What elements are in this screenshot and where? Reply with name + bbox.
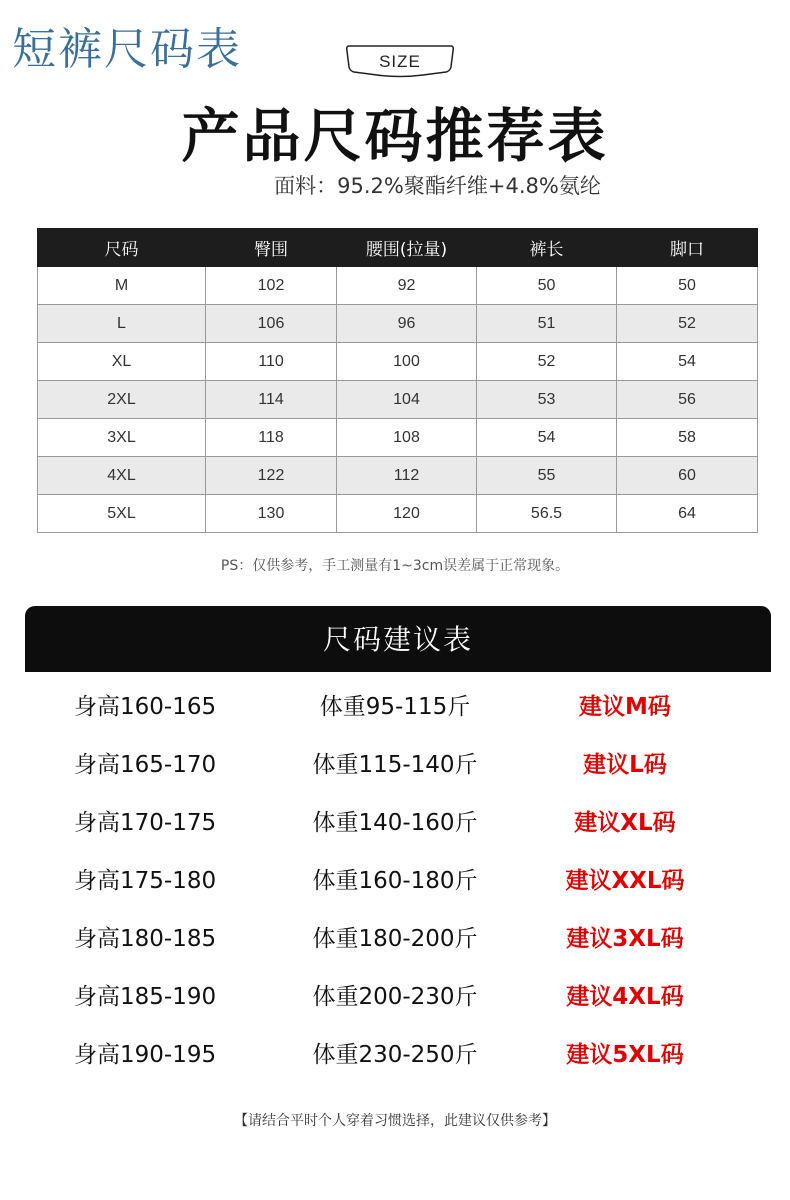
main-title: 产品尺码推荐表 — [181, 102, 609, 170]
header-leg-opening: 脚口 — [617, 229, 758, 267]
height-range: 身高180-185 — [74, 926, 217, 952]
cell-length: 50 — [477, 267, 617, 305]
header-waist: 腰围(拉量) — [337, 229, 477, 267]
table-row — [38, 267, 758, 305]
size-recommendation: 建议L码 — [583, 752, 667, 778]
size-recommendation: 建议XL码 — [574, 810, 676, 836]
cell-size: M — [38, 267, 206, 305]
table-row — [38, 305, 758, 343]
height-range: 身高190-195 — [74, 1042, 217, 1068]
height-range: 身高185-190 — [74, 984, 217, 1010]
cell-length: 53 — [477, 381, 617, 419]
page-corner-title: 短裤尺码表 — [12, 24, 242, 75]
cell-leg-opening: 58 — [617, 419, 758, 457]
cell-hip: 102 — [206, 267, 337, 305]
cell-leg-opening: 60 — [617, 457, 758, 495]
cell-size: XL — [38, 343, 206, 381]
weight-range: 体重115-140斤 — [312, 752, 478, 778]
measurement-note: PS：仅供参考，手工测量有1~3cm误差属于正常现象。 — [220, 558, 570, 574]
cell-hip: 114 — [206, 381, 337, 419]
list-item — [0, 678, 790, 736]
cell-leg-opening: 52 — [617, 305, 758, 343]
cell-leg-opening: 50 — [617, 267, 758, 305]
cell-length: 51 — [477, 305, 617, 343]
cell-hip: 110 — [206, 343, 337, 381]
list-item — [0, 968, 790, 1026]
size-recommendation: 建议5XL码 — [566, 1042, 684, 1068]
cell-waist: 100 — [337, 343, 477, 381]
list-item — [0, 852, 790, 910]
cell-length: 54 — [477, 419, 617, 457]
cell-size: 3XL — [38, 419, 206, 457]
cell-length: 55 — [477, 457, 617, 495]
cell-waist: 96 — [337, 305, 477, 343]
height-range: 身高170-175 — [74, 810, 217, 836]
size-table-header-row — [38, 229, 758, 267]
table-row — [38, 457, 758, 495]
size-recommendation: 建议XXL码 — [565, 868, 685, 894]
cell-length: 52 — [477, 343, 617, 381]
table-row — [38, 343, 758, 381]
table-row — [38, 381, 758, 419]
cell-size: 4XL — [38, 457, 206, 495]
list-item — [0, 794, 790, 852]
list-item — [0, 1026, 790, 1084]
cell-waist: 120 — [337, 495, 477, 533]
weight-range: 体重200-230斤 — [312, 984, 478, 1010]
size-table — [37, 228, 758, 533]
height-range: 身高165-170 — [74, 752, 217, 778]
table-row — [38, 419, 758, 457]
cell-length: 56.5 — [477, 495, 617, 533]
weight-range: 体重95-115斤 — [319, 694, 471, 720]
header-length: 裤长 — [477, 229, 617, 267]
cell-hip: 106 — [206, 305, 337, 343]
weight-range: 体重230-250斤 — [312, 1042, 478, 1068]
size-recommendation: 建议3XL码 — [566, 926, 684, 952]
list-item — [0, 910, 790, 968]
cell-hip: 118 — [206, 419, 337, 457]
cell-waist: 104 — [337, 381, 477, 419]
cell-waist: 112 — [337, 457, 477, 495]
cell-size: L — [38, 305, 206, 343]
list-item — [0, 736, 790, 794]
weight-range: 体重140-160斤 — [312, 810, 478, 836]
cell-leg-opening: 64 — [617, 495, 758, 533]
height-range: 身高160-165 — [74, 694, 217, 720]
header-size: 尺码 — [38, 229, 206, 267]
height-range: 身高175-180 — [74, 868, 217, 894]
header-hip: 臀围 — [206, 229, 337, 267]
bottom-note: 【请结合平时个人穿着习惯选择，此建议仅供参考】 — [234, 1113, 556, 1129]
suggest-section-title: 尺码建议表 — [25, 606, 771, 672]
cell-hip: 122 — [206, 457, 337, 495]
size-badge — [343, 42, 457, 78]
suggest-list — [0, 678, 790, 1084]
size-badge-label: SIZE — [379, 52, 421, 71]
size-recommendation: 建议4XL码 — [566, 984, 684, 1010]
weight-range: 体重160-180斤 — [312, 868, 478, 894]
cell-hip: 130 — [206, 495, 337, 533]
cell-leg-opening: 54 — [617, 343, 758, 381]
table-row — [38, 495, 758, 533]
cell-leg-opening: 56 — [617, 381, 758, 419]
size-recommendation: 建议M码 — [579, 694, 671, 720]
cell-size: 2XL — [38, 381, 206, 419]
fabric-composition: 面料：95.2%聚酯纤维+4.8%氨纶 — [274, 174, 601, 198]
cell-waist: 108 — [337, 419, 477, 457]
weight-range: 体重180-200斤 — [312, 926, 478, 952]
cell-waist: 92 — [337, 267, 477, 305]
cell-size: 5XL — [38, 495, 206, 533]
